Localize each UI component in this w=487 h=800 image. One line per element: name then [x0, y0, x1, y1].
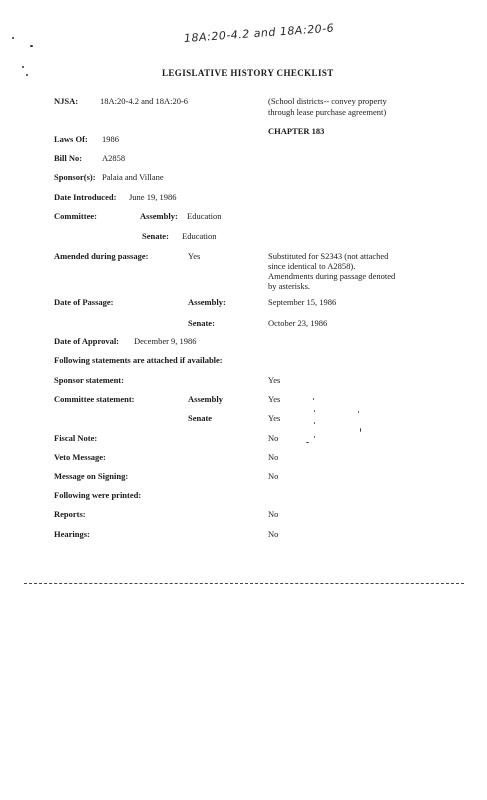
scan-speck: [314, 436, 315, 438]
scan-speck: [360, 428, 361, 432]
njsa-label: NJSA:: [54, 96, 79, 106]
committee-statement-senate-value: Yes: [268, 413, 281, 423]
following-printed-heading: Following were printed:: [54, 490, 142, 500]
date-of-approval-value: December 9, 1986: [134, 336, 197, 346]
laws-of-value: 1986: [102, 134, 119, 144]
passage-senate-value: October 23, 1986: [268, 318, 328, 328]
scan-speck: [358, 411, 359, 413]
scan-speck: [314, 422, 315, 424]
sponsors-label: Sponsor(s):: [54, 172, 96, 182]
njsa-note-line2: through lease purchase agreement): [268, 107, 387, 117]
committee-senate-value: Education: [182, 231, 217, 241]
sponsors-value: Palaia and Villane: [102, 172, 164, 182]
amended-value: Yes: [188, 251, 201, 261]
committee-assembly-label: Assembly:: [140, 211, 178, 221]
amended-note-line1: Substituted for S2343 (not attached: [268, 251, 389, 261]
scan-speck: [12, 37, 14, 39]
committee-statement-label: Committee statement:: [54, 394, 135, 404]
committee-assembly-value: Education: [187, 211, 222, 221]
handwritten-note: 18A:20-4.2 and 18A:20-6: [183, 21, 335, 45]
veto-message-value: No: [268, 452, 279, 462]
following-attached-heading: Following statements are attached if available:: [54, 355, 223, 365]
scan-speck: [30, 45, 33, 47]
date-introduced-value: June 19, 1986: [129, 192, 177, 202]
date-introduced-label: Date Introduced:: [54, 192, 117, 202]
reports-value: No: [268, 509, 279, 519]
veto-message-label: Veto Message:: [54, 452, 106, 462]
scan-speck: [313, 398, 314, 400]
date-of-passage-label: Date of Passage:: [54, 297, 114, 307]
sponsor-statement-value: Yes: [268, 375, 281, 385]
committee-label: Committee:: [54, 211, 97, 221]
laws-of-label: Laws Of:: [54, 134, 88, 144]
amended-note-line4: by asterisks.: [268, 281, 311, 291]
amended-note-line3: Amendments during passage denoted: [268, 271, 396, 281]
chapter-label: CHAPTER 183: [268, 126, 325, 136]
committee-statement-senate-label: Senate: [188, 413, 213, 423]
dashed-divider: [24, 583, 464, 584]
sponsor-statement-label: Sponsor statement:: [54, 375, 124, 385]
njsa-value: 18A:20-4.2 and 18A:20-6: [100, 96, 189, 106]
hearings-label: Hearings:: [54, 529, 90, 539]
committee-statement-assembly-label: Assembly: [188, 394, 223, 404]
scan-speck: [26, 74, 28, 76]
page-title: LEGISLATIVE HISTORY CHECKLIST: [162, 68, 334, 78]
passage-assembly-label: Assembly:: [188, 297, 226, 307]
njsa-note-line1: (School districts-- convey property: [268, 96, 387, 106]
committee-senate-label: Senate:: [142, 231, 169, 241]
fiscal-note-label: Fiscal Note:: [54, 433, 98, 443]
bill-no-label: Bill No:: [54, 153, 83, 163]
passage-assembly-value: September 15, 1986: [268, 297, 337, 307]
amended-label: Amended during passage:: [54, 251, 149, 261]
scan-speck: [306, 442, 309, 443]
scan-speck: [314, 410, 315, 412]
amended-note-line2: since identical to A2858).: [268, 261, 356, 271]
reports-label: Reports:: [54, 509, 86, 519]
message-on-signing-value: No: [268, 471, 279, 481]
message-on-signing-label: Message on Signing:: [54, 471, 129, 481]
committee-statement-assembly-value: Yes: [268, 394, 281, 404]
date-of-approval-label: Date of Approval:: [54, 336, 120, 346]
fiscal-note-value: No: [268, 433, 279, 443]
hearings-value: No: [268, 529, 279, 539]
passage-senate-label: Senate:: [188, 318, 215, 328]
bill-no-value: A2858: [102, 153, 126, 163]
scan-speck: [22, 66, 24, 68]
